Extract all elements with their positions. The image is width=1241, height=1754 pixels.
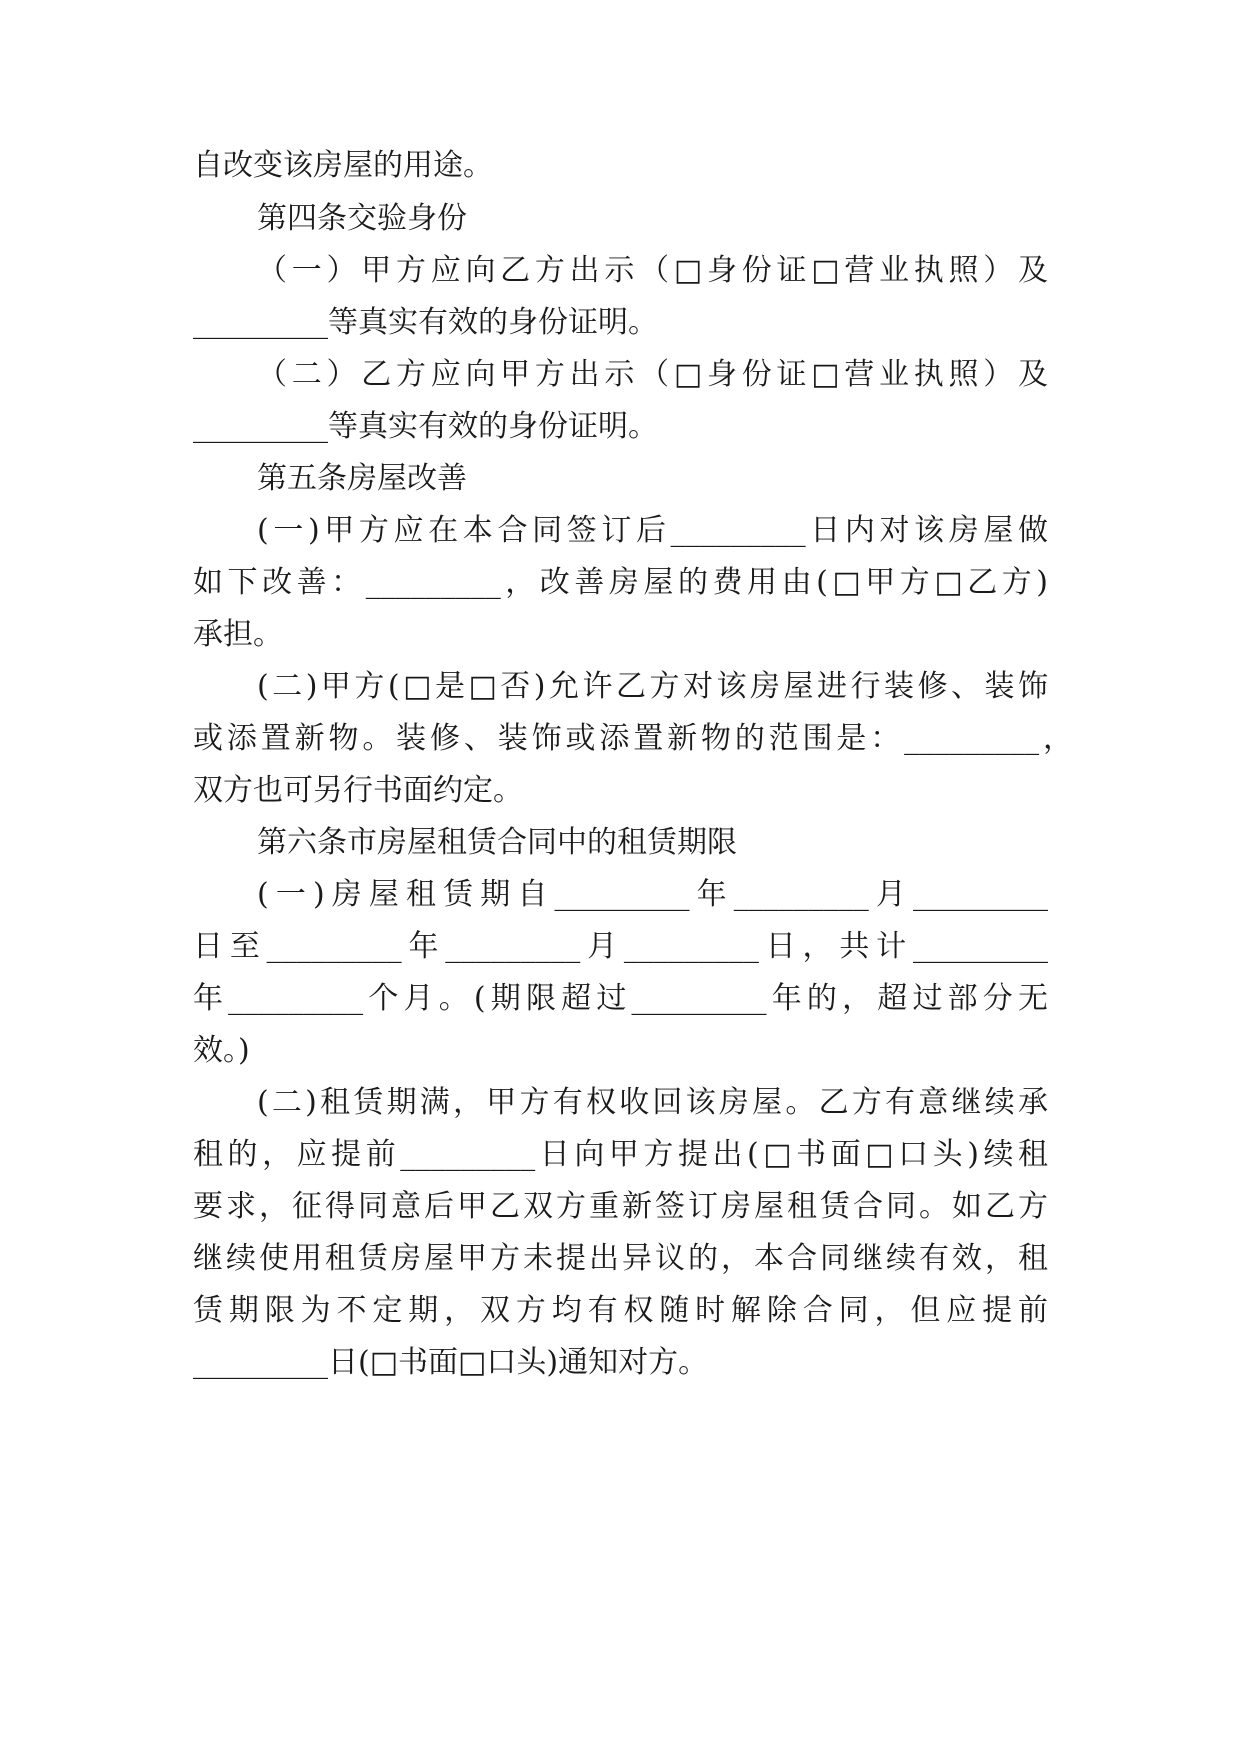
text-line-8: (一)甲方应在本合同签订后_________日内对该房屋做 bbox=[257, 513, 1048, 548]
text-line-19: (二)租赁期满，甲方有权收回该房屋。乙方有意继续承 bbox=[257, 1085, 1048, 1120]
text-line-10: 承担。 bbox=[193, 617, 283, 652]
text-line-22: 继续使用租赁房屋甲方未提出异议的，本合同继续有效，租 bbox=[193, 1241, 1048, 1276]
text-line-4: _________等真实有效的身份证明。 bbox=[193, 305, 658, 340]
text-line-21: 要求，征得同意后甲乙双方重新签订房屋租赁合同。如乙方 bbox=[193, 1189, 1048, 1224]
text-line-3: （一）甲方应向乙方出示（□身份证□营业执照）及 bbox=[257, 253, 1048, 288]
text-line-23: 赁期限为不定期，双方均有权随时解除合同，但应提前 bbox=[193, 1293, 1048, 1328]
text-line-5: （二）乙方应向甲方出示（□身份证□营业执照）及 bbox=[257, 357, 1048, 392]
article-6-heading: 第六条市房屋租赁合同中的租赁期限 bbox=[257, 825, 737, 860]
text-line-9: 如下改善：_________，改善房屋的费用由(□甲方□乙方) bbox=[193, 565, 1048, 600]
text-line-16: 日至_________年_________月_________日，共计_________ bbox=[193, 929, 1048, 964]
text-line-20: 租的，应提前_________日向甲方提出(□书面□口头)续租 bbox=[193, 1137, 1048, 1172]
text-line-17: 年_________个月。(期限超过_________年的，超过部分无 bbox=[193, 981, 1048, 1016]
text-line-6: _________等真实有效的身份证明。 bbox=[193, 409, 658, 444]
text-line-15: (一)房屋租赁期自_________年_________月_________ bbox=[257, 877, 1048, 912]
article-4-heading: 第四条交验身份 bbox=[257, 201, 467, 236]
text-line-18: 效。) bbox=[193, 1033, 250, 1068]
article-5-heading: 第五条房屋改善 bbox=[257, 461, 467, 496]
text-line-24: _________日(□书面□口头)通知对方。 bbox=[193, 1345, 709, 1380]
text-line-12: 或添置新物。装修、装饰或添置新物的范围是：_________， bbox=[193, 721, 1073, 756]
text-line-11: (二)甲方(□是□否)允许乙方对该房屋进行装修、装饰 bbox=[257, 669, 1048, 704]
text-line-13: 双方也可另行书面约定。 bbox=[193, 773, 523, 808]
text-line-1: 自改变该房屋的用途。 bbox=[193, 148, 493, 183]
